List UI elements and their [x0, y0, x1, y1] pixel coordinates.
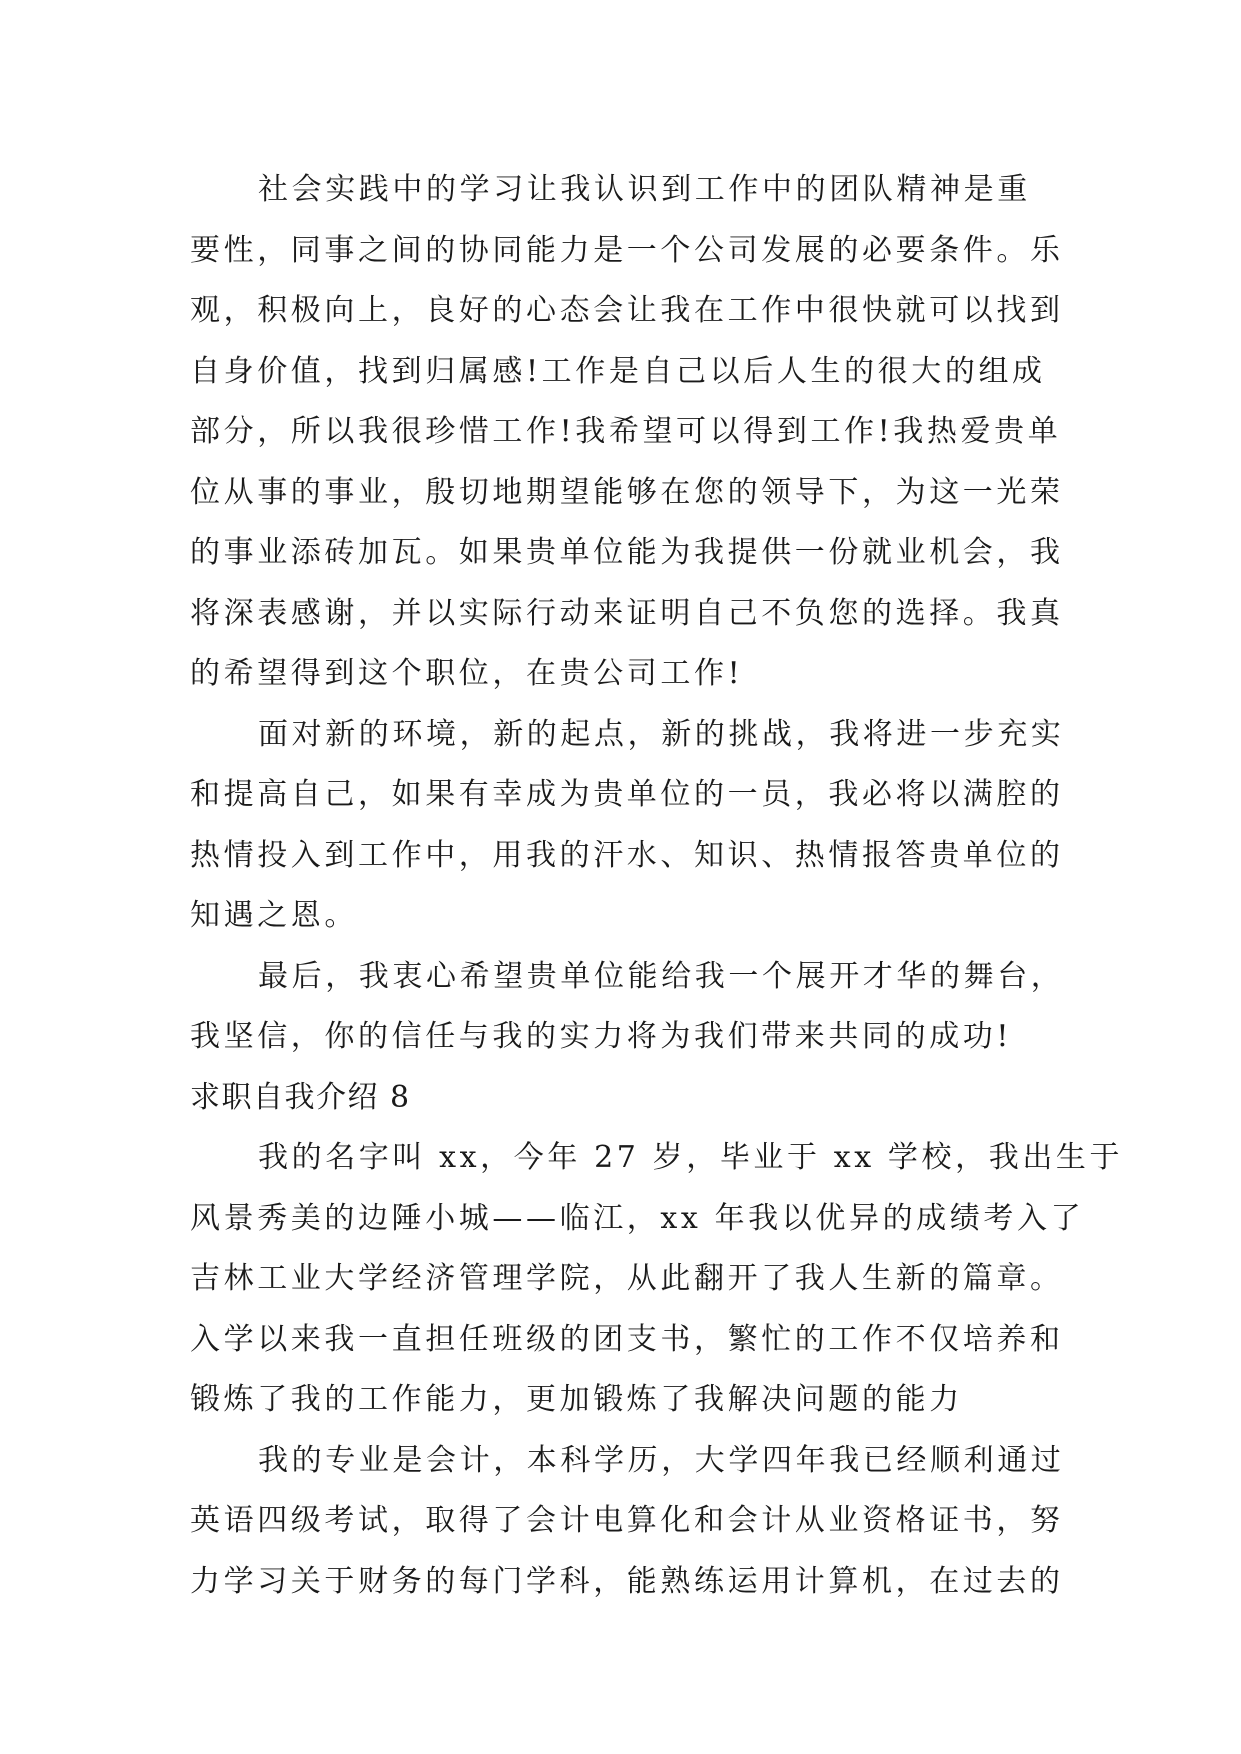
paragraph-line: 部分，所以我很珍惜工作!我希望可以得到工作!我热爱贵单	[190, 414, 1062, 449]
paragraph-line: 和提高自己，如果有幸成为贵单位的一员，我必将以满腔的	[190, 777, 1064, 812]
paragraph-line: 最后，我衷心希望贵单位能给我一个展开才华的舞台，	[258, 958, 1065, 994]
paragraph-line: 的事业添砖加瓦。如果贵单位能为我提供一份就业机会，我	[190, 535, 1064, 570]
paragraph-line: 将深表感谢，并以实际行动来证明自己不负您的选择。我真	[190, 595, 1064, 631]
section-heading: 求职自我介绍 8	[190, 1079, 411, 1115]
paragraph-line: 自身价值，找到归属感!工作是自己以后人生的很大的组成	[190, 353, 1046, 389]
paragraph-line: 位从事的事业，殷切地期望能够在您的领导下，为这一光荣	[190, 474, 1064, 510]
paragraph-line: 力学习关于财务的每门学科，能熟练运用计算机，在过去的	[190, 1563, 1064, 1599]
paragraph-line: 英语四级考试，取得了会计电算化和会计从业资格证书，努	[190, 1503, 1064, 1538]
paragraph-line: 热情投入到工作中，用我的汗水、知识、热情报答贵单位的	[190, 837, 1064, 873]
paragraph-line: 面对新的环境，新的起点，新的挑战，我将进一步充实	[258, 716, 1065, 752]
paragraph-line: 吉林工业大学经济管理学院，从此翻开了我人生新的篇章。	[190, 1261, 1064, 1296]
paragraph-line: 我的名字叫 xx，今年 27 岁，毕业于 xx 学校，我出生于	[258, 1140, 1124, 1175]
paragraph-line: 入学以来我一直担任班级的团支书，繁忙的工作不仅培养和	[190, 1321, 1064, 1357]
paragraph-line: 要性，同事之间的协同能力是一个公司发展的必要条件。乐	[190, 232, 1064, 268]
paragraph-line: 社会实践中的学习让我认识到工作中的团队精神是重	[258, 172, 1031, 207]
document-body	[190, 160, 1124, 1612]
paragraph-line: 知遇之恩。	[190, 898, 358, 933]
paragraph-line: 我坚信，你的信任与我的实力将为我们带来共同的成功!	[190, 1019, 1013, 1054]
paragraph-line: 我的专业是会计，本科学历，大学四年我已经顺利通过	[258, 1442, 1065, 1478]
paragraph-line: 观，积极向上，良好的心态会让我在工作中很快就可以找到	[190, 293, 1064, 328]
paragraph-line: 锻炼了我的工作能力，更加锻炼了我解决问题的能力	[190, 1382, 963, 1417]
paragraph-line: 的希望得到这个职位，在贵公司工作!	[190, 656, 744, 691]
paragraph-line: 风景秀美的边陲小城——临江，xx 年我以优异的成绩考入了	[190, 1200, 1085, 1236]
